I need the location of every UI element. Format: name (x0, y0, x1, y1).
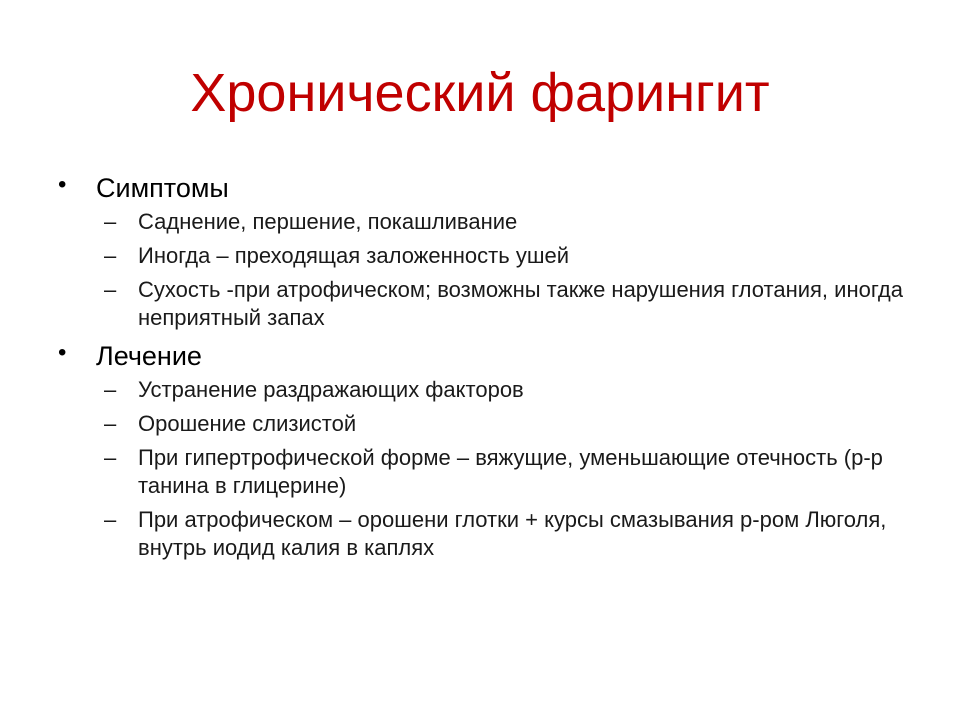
slide-title: Хронический фарингит (190, 63, 770, 123)
list-item (96, 444, 918, 500)
bullet-list (58, 170, 918, 568)
section-symptoms (58, 170, 918, 332)
dash-icon: – (104, 377, 117, 402)
list-item-text: При атрофическом – орошени глотки + курсы смазывания р-ром Люголя, внутрь иодид калия в каплях (138, 507, 887, 560)
dash-icon: – (104, 445, 117, 470)
treatment-list (96, 376, 918, 562)
dash-icon: – (104, 507, 117, 532)
dash-icon: – (104, 209, 117, 234)
dash-icon: – (104, 243, 117, 268)
list-item (96, 276, 918, 332)
bullet-icon: • (58, 339, 67, 366)
section-treatment (58, 338, 918, 562)
list-item-text: Орошение слизистой (138, 411, 357, 436)
bullet-icon: • (58, 171, 67, 198)
symptoms-list (96, 208, 918, 332)
list-item-text: Саднение, першение, покашливание (138, 209, 518, 234)
list-item-text: Устранение раздражающих факторов (138, 377, 524, 402)
list-item (96, 506, 918, 562)
list-item-text: Сухость -при атрофическом; возможны также нарушения глотания, иногда неприятный запах (138, 277, 903, 330)
dash-icon: – (104, 277, 117, 302)
list-item (96, 410, 918, 438)
section-heading: Симптомы (96, 173, 229, 203)
list-item-text: При гипертрофической форме – вяжущие, уменьшающие отечность (р-р танина в глицерине) (138, 445, 883, 498)
list-item (96, 242, 918, 270)
list-item (96, 208, 918, 236)
section-heading: Лечение (96, 341, 202, 371)
list-item (96, 376, 918, 404)
dash-icon: – (104, 411, 117, 436)
list-item-text: Иногда – преходящая заложенность ушей (138, 243, 569, 268)
